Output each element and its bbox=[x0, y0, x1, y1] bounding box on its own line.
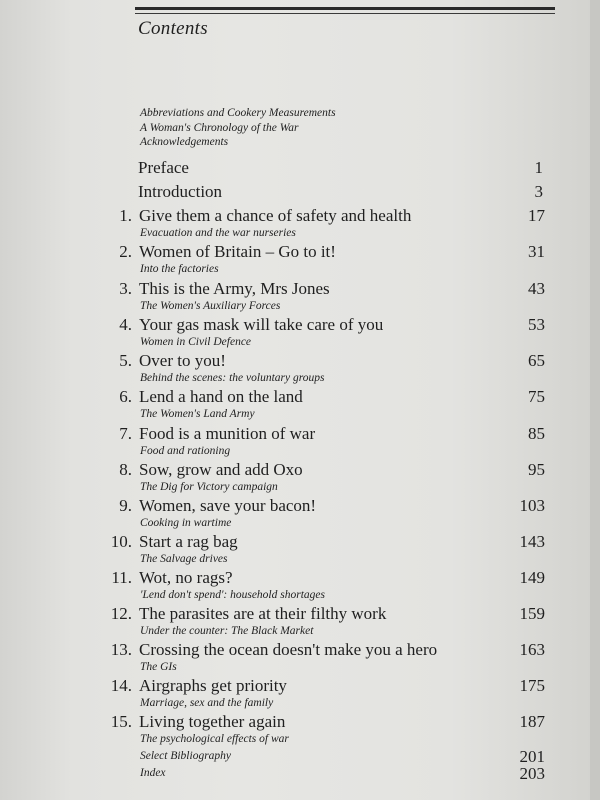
preface-page: 1 bbox=[534, 158, 543, 177]
chapter-subtitle: Cooking in wartime bbox=[140, 517, 232, 529]
chapter-entry bbox=[0, 351, 545, 387]
chapter-subtitle: 'Lend don't spend': household shortages bbox=[140, 589, 325, 601]
chapter-page: 43 bbox=[528, 279, 545, 298]
chapter-page: 31 bbox=[528, 242, 545, 261]
bibliography-title: Select Bibliography bbox=[140, 750, 232, 762]
contents-heading: Contents bbox=[138, 18, 208, 39]
chapter-entry bbox=[0, 315, 545, 351]
chapter-number: 7. bbox=[119, 424, 132, 443]
chapter-title: Start a rag bag bbox=[139, 532, 238, 551]
chapter-entry bbox=[0, 460, 545, 496]
chapter-entry bbox=[0, 387, 545, 423]
introduction-title: Introduction bbox=[138, 182, 223, 201]
chapter-page: 159 bbox=[519, 604, 545, 623]
chapter-number: 5. bbox=[119, 351, 132, 370]
chapter-number: 4. bbox=[119, 315, 132, 334]
chapter-number: 11. bbox=[111, 568, 132, 587]
chapter-entry bbox=[0, 604, 545, 640]
chapter-subtitle: The psychological effects of war bbox=[140, 733, 289, 745]
chapter-page: 175 bbox=[519, 676, 545, 695]
bibliography-entry bbox=[140, 747, 545, 766]
introduction-page: 3 bbox=[534, 182, 543, 201]
chapter-page: 103 bbox=[519, 496, 545, 515]
chapter-subtitle: Behind the scenes: the voluntary groups bbox=[140, 372, 325, 384]
front-matter-abbreviations: Abbreviations and Cookery Measurements bbox=[140, 107, 336, 119]
chapter-subtitle: Food and rationing bbox=[140, 445, 231, 457]
chapter-number: 1. bbox=[119, 206, 132, 225]
chapter-page: 149 bbox=[519, 568, 545, 587]
chapter-entry bbox=[0, 242, 545, 278]
chapter-entry bbox=[0, 496, 545, 532]
chapter-title: Airgraphs get priority bbox=[139, 676, 287, 695]
chapter-subtitle: The Women's Land Army bbox=[140, 408, 255, 420]
chapter-title: Your gas mask will take care of you bbox=[139, 315, 384, 334]
chapter-page: 65 bbox=[528, 351, 545, 370]
chapter-number: 6. bbox=[119, 387, 132, 406]
chapter-subtitle: The Women's Auxiliary Forces bbox=[140, 300, 281, 312]
top-rule-thin bbox=[135, 13, 555, 14]
chapter-number: 2. bbox=[119, 242, 132, 261]
top-rule-thick bbox=[135, 7, 555, 10]
chapter-page: 163 bbox=[519, 640, 545, 659]
chapter-number: 3. bbox=[119, 279, 132, 298]
chapter-title: This is the Army, Mrs Jones bbox=[139, 279, 330, 298]
chapter-page: 143 bbox=[519, 532, 545, 551]
chapter-subtitle: Under the counter: The Black Market bbox=[140, 625, 314, 637]
chapter-entry bbox=[0, 532, 545, 568]
chapter-entry bbox=[0, 712, 545, 748]
chapter-title: Women, save your bacon! bbox=[139, 496, 317, 515]
chapter-subtitle: The Dig for Victory campaign bbox=[140, 481, 278, 493]
chapter-title: Over to you! bbox=[139, 351, 226, 370]
chapter-number: 13. bbox=[110, 640, 132, 659]
chapter-subtitle: Into the factories bbox=[140, 263, 219, 275]
chapter-page: 17 bbox=[528, 206, 545, 225]
chapter-entry bbox=[0, 279, 545, 315]
chapter-title: Lend a hand on the land bbox=[139, 387, 303, 406]
chapter-entry bbox=[0, 676, 545, 712]
bibliography-page: 201 bbox=[519, 747, 545, 766]
chapter-number: 10. bbox=[110, 532, 132, 551]
index-page: 203 bbox=[519, 764, 545, 783]
chapter-subtitle: The GIs bbox=[140, 661, 177, 673]
chapter-title: Living together again bbox=[139, 712, 286, 731]
chapter-entry bbox=[0, 568, 545, 604]
chapter-subtitle: Women in Civil Defence bbox=[140, 336, 252, 348]
chapter-page: 95 bbox=[528, 460, 545, 479]
chapter-page: 85 bbox=[528, 424, 545, 443]
chapter-number: 9. bbox=[119, 496, 132, 515]
chapter-entry bbox=[0, 640, 545, 676]
index-entry bbox=[140, 764, 545, 783]
page-edge bbox=[590, 0, 600, 800]
chapter-entry bbox=[0, 424, 545, 460]
chapter-page: 187 bbox=[519, 712, 545, 731]
chapter-page: 53 bbox=[528, 315, 545, 334]
chapter-title: Sow, grow and add Oxo bbox=[139, 460, 303, 479]
chapter-page: 75 bbox=[528, 387, 545, 406]
chapter-title: Give them a chance of safety and health bbox=[139, 206, 412, 225]
front-matter-acknowledgements: Acknowledgements bbox=[140, 136, 229, 148]
chapter-number: 14. bbox=[110, 676, 132, 695]
chapter-title: Women of Britain – Go to it! bbox=[139, 242, 336, 261]
chapter-title: Wot, no rags? bbox=[139, 568, 233, 587]
preface-title: Preface bbox=[138, 158, 189, 177]
chapter-number: 15. bbox=[110, 712, 132, 731]
index-title: Index bbox=[140, 767, 166, 779]
chapter-subtitle: Evacuation and the war nurseries bbox=[140, 227, 296, 239]
chapter-entry bbox=[0, 206, 545, 242]
chapter-number: 12. bbox=[110, 604, 132, 623]
chapter-title: Crossing the ocean doesn't make you a hero bbox=[139, 640, 438, 659]
chapter-title: The parasites are at their filthy work bbox=[139, 604, 387, 623]
front-matter-chronology: A Woman's Chronology of the War bbox=[140, 122, 299, 134]
chapter-subtitle: Marriage, sex and the family bbox=[140, 697, 274, 709]
chapter-subtitle: The Salvage drives bbox=[140, 553, 228, 565]
chapter-title: Food is a munition of war bbox=[139, 424, 316, 443]
chapter-number: 8. bbox=[119, 460, 132, 479]
